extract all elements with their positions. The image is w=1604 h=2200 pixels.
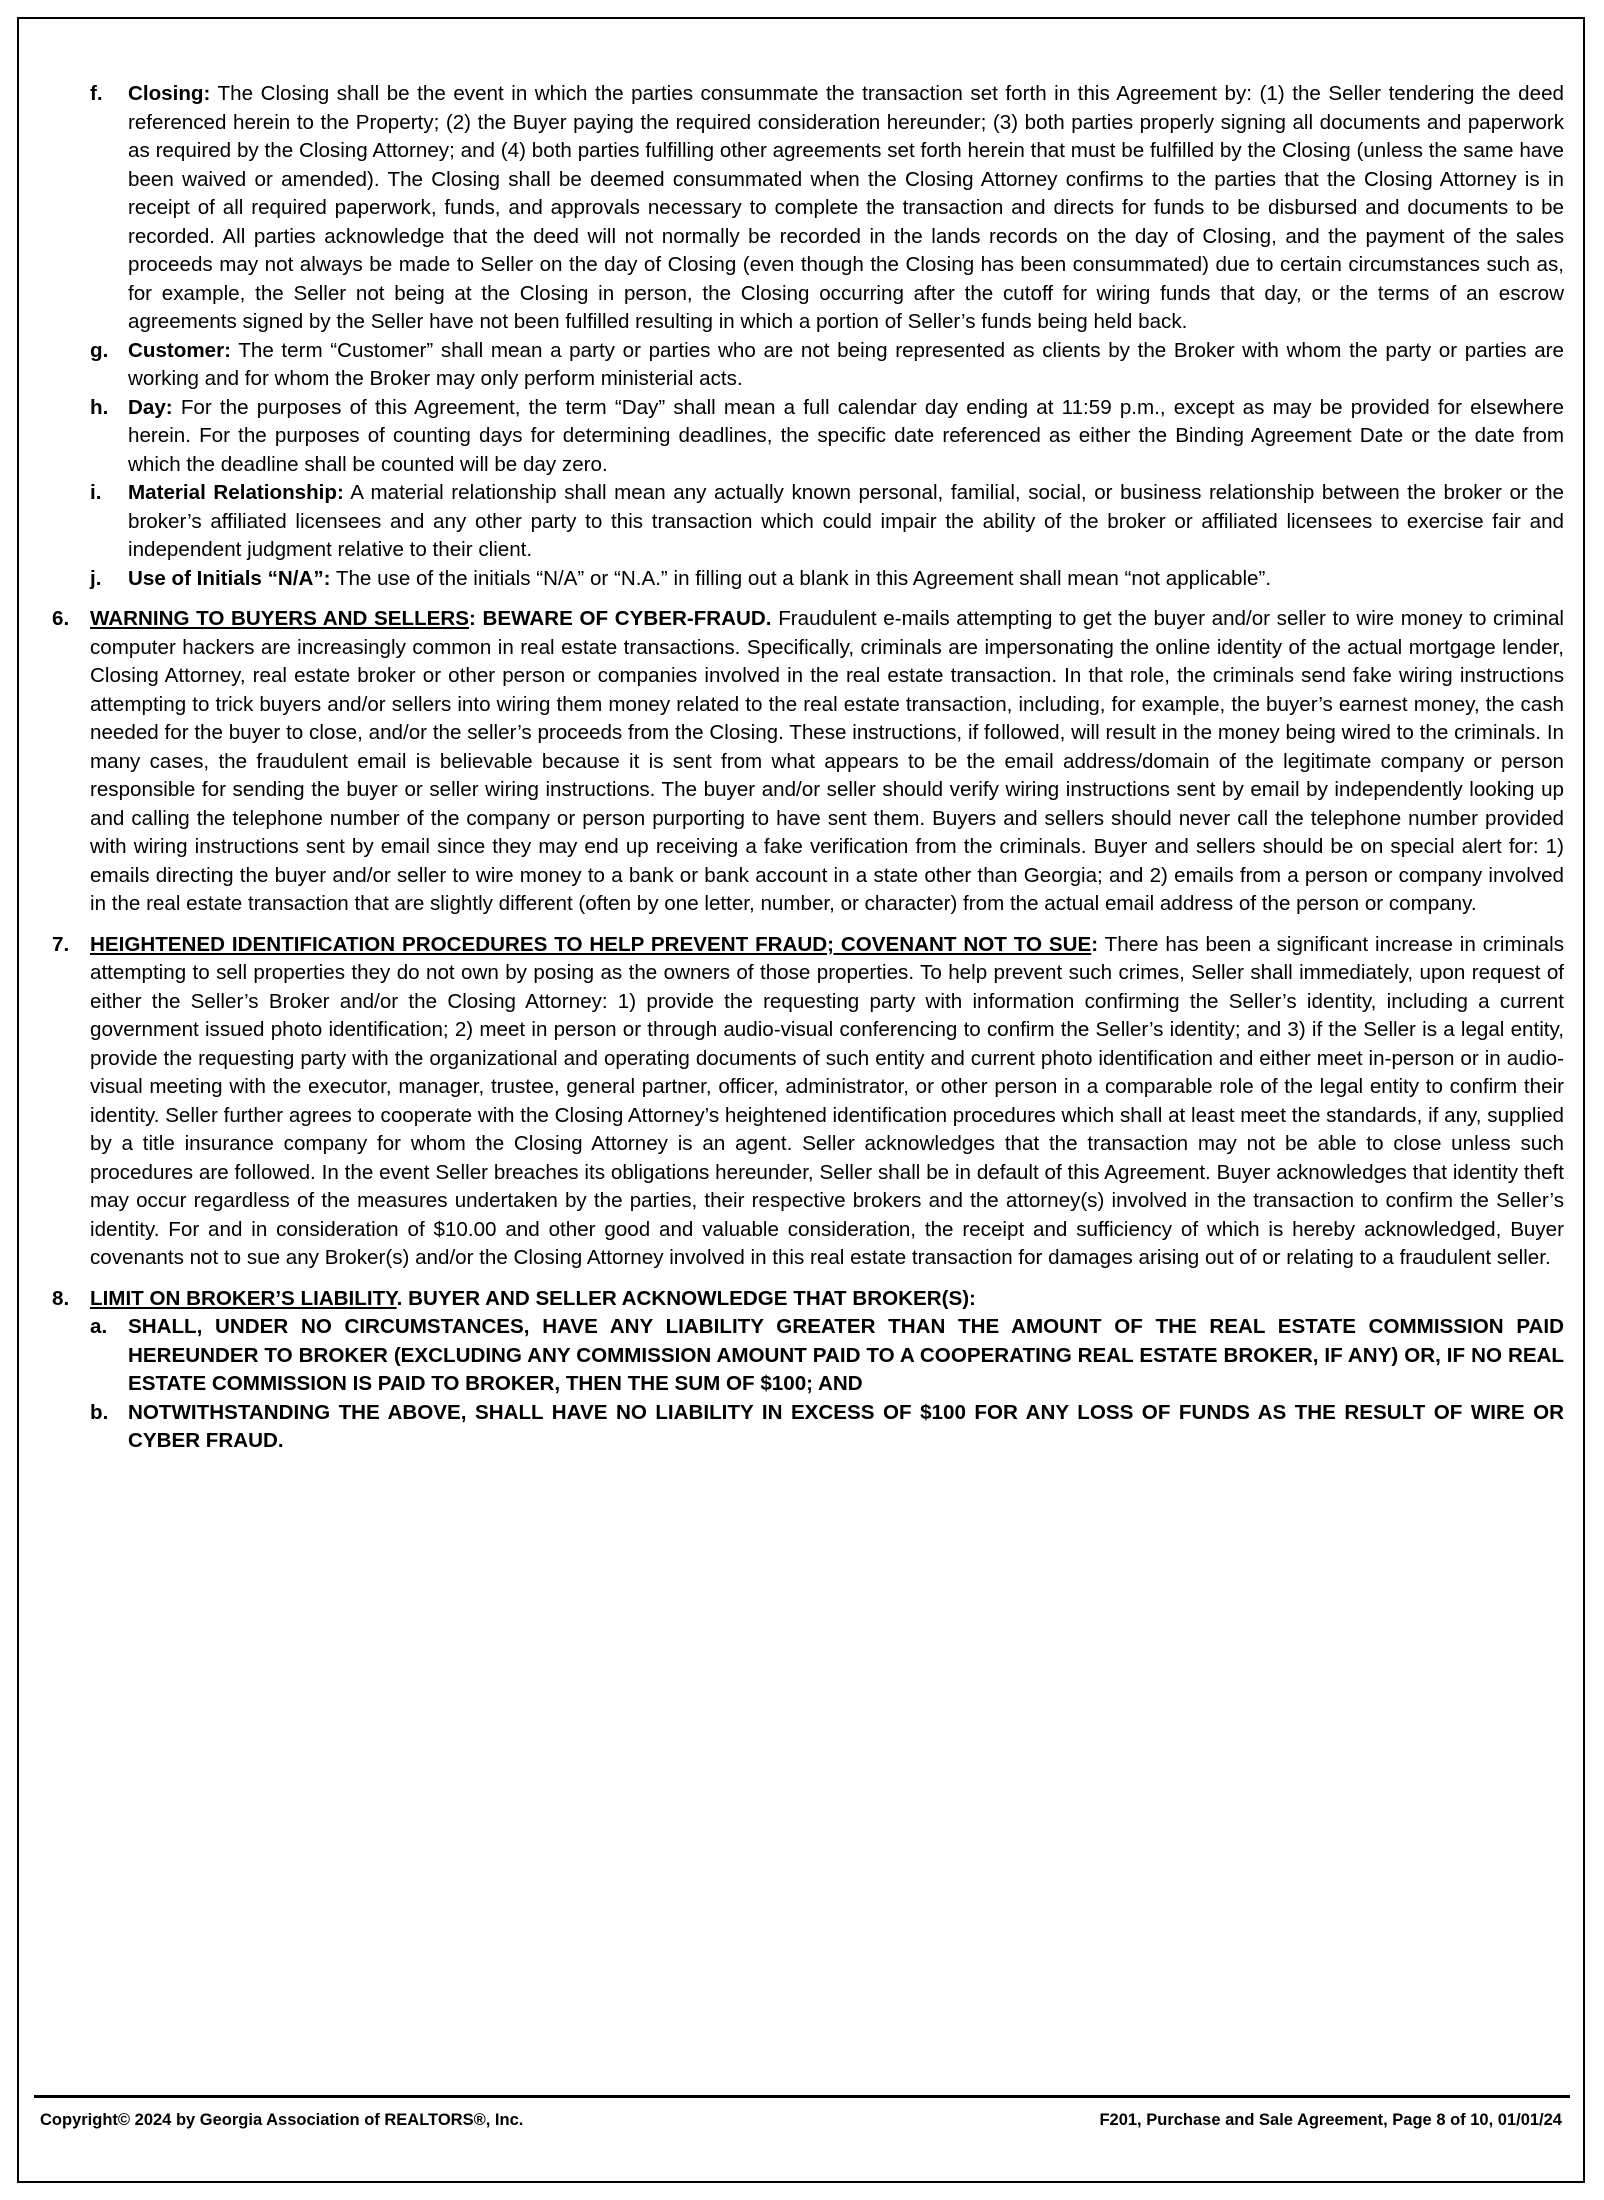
definition-term: Customer: [128,338,231,362]
definition-term: Material Relationship: [128,481,344,504]
definition-term: Use of Initials “N/A”: [128,566,331,590]
definition-day [52,394,1564,480]
item-marker: f. [90,82,103,105]
section-cyber-fraud [52,605,1564,919]
section-heading-rest: . BUYER AND SELLER ACKNOWLEDGE THAT BROKER(S): [396,1286,976,1310]
section-identification-procedures [52,931,1564,1273]
definition-text: The use of the initials “N/A” or “N.A.” in filling out a blank in this Agreement shall mean “not applicable”. [335,566,1272,590]
section-text: There has been a significant increase in criminals attempting to sell properties they do not own by posing as the owners of those properties. To help prevent such crimes, Seller shall immediately, upon request of either the Seller’s Broker and/or the Closing Attorney: 1) provide the requesting party with information confirming the Seller’s identity, including a current government issued photo identification; 2) meet in person or through audio-visual conferencing to confirm the Seller’s identity; and 3) if the Seller is a legal entity, provide the requesting party with the organizational and operating documents of such entity and current photo identification and either meet in-person or in audio-visual meeting with the executor, manager, trustee, general partner, officer, administrator, or other person in a comparable role of the legal entity to confirm their identity. Seller further agrees to cooperate with the Closing Attorney’s heightened identification procedures which shall at least meet the standards, if any, supplied by a title insurance company for whom the Closing Attorney is an agent. Seller acknowledges that the transaction may not be able to close unless such procedures are followed. In the event Seller breaches its obligations hereunder, Seller shall be in default of this Agreement. Buyer acknowledges that identity theft may occur regardless of the measures undertaken by the parties, their respective brokers and the attorney(s) involved in the transaction to confirm the Seller’s identity. For and in consideration of $10.00 and other good and valuable consideration, the receipt and sufficiency of which is hereby acknowledged, Buyer covenants not to sue any Broker(s) and/or the Closing Attorney involved in this real estate transaction for damages arising out of or relating to a fraudulent seller. [90,932,1564,1269]
item-marker: b. [90,1400,109,1424]
section-heading: WARNING TO BUYERS AND SELLERS [90,607,469,630]
section-heading: HEIGHTENED IDENTIFICATION PROCEDURES TO HELP PREVENT FRAUD; COVENANT NOT TO SUE [90,932,1092,956]
section-number: 8. [52,1286,70,1310]
item-marker: j. [90,566,102,590]
document-body [52,80,1564,1456]
section-heading-rest: : BEWARE OF CYBER-FRAUD. [469,607,772,630]
section-heading-rest: : [1091,932,1099,956]
liability-text: NOTWITHSTANDING THE ABOVE, SHALL HAVE NO LIABILITY IN EXCESS OF $100 FOR ANY LOSS OF FUNDS AS THE RESULT OF WIRE OR CYBER FRAUD. [128,1400,1564,1452]
definition-initials [52,565,1564,594]
form-page-info: F201, Purchase and Sale Agreement, Page 8 of 10, 01/01/24 [1099,2111,1562,2129]
section-broker-liability [52,1285,1564,1314]
definition-material-relationship [52,479,1564,565]
footer-rule [34,2095,1570,2098]
section-heading: LIMIT ON BROKER’S LIABILITY [90,1286,397,1310]
liability-item-b [52,1399,1564,1456]
definition-text: A material relationship shall mean any actually known personal, familial, social, or business relationship between the broker or the broker’s affiliated licensees and any other party to this transaction which could impair the ability of the broker or affiliated licensees to exercise fair and independent judgment relative to their client. [128,481,1564,561]
section-number: 7. [52,932,70,956]
section-text: Fraudulent e-mails attempting to get the buyer and/or seller to wire money to criminal computer hackers are increasingly common in real estate transactions. Specifically, criminals are impersonating the online identity of the actual mortgage lender, Closing Attorney, real estate broker or other person or companies involved in the real estate transaction. In that role, the criminals send fake wiring instructions attempting to trick buyers and/or sellers into wiring them money related to the real estate transaction, including, for example, the buyer’s earnest money, the cash needed for the buyer to close, and/or the seller’s proceeds from the Closing. These instructions, if followed, will result in the money being wired to the criminals. In many cases, the fraudulent email is believable because it is sent from what appears to be the email address/domain of the legitimate company or person responsible for sending the buyer or seller wiring instructions. The buyer and/or seller should verify wiring instructions sent by email by independently looking up and calling the telephone number of the company or person purporting to have sent them. Buyers and sellers should never call the telephone number provided with wiring instructions sent by email since they may end up receiving a fake verification from the criminals. Buyer and sellers should be on special alert for: 1) emails directing the buyer and/or seller to wire money to a bank or bank account in a state other than Georgia; and 2) emails from a person or company involved in the real estate transaction that are slightly different (often by one letter, number, or character) from the actual email address of the person or company. [90,607,1564,915]
definition-text: The Closing shall be the event in which the parties consummate the transaction set forth in this Agreement by: (1) the Seller tendering the deed referenced herein to the Property; (2) the Buyer paying the required consideration hereunder; (3) both parties properly signing all documents and paperwork as required by the Closing Attorney; and (4) both parties fulfilling other agreements set forth herein that must be fulfilled by the Closing (unless the same have been waived or amended). The Closing shall be deemed consummated when the Closing Attorney confirms to the parties that the Closing Attorney is in receipt of all required paperwork, funds, and approvals necessary to complete the transaction and directs for funds to be disbursed and documents to be recorded. All parties acknowledge that the deed will not normally be recorded in the lands records on the day of Closing, and the payment of the sales proceeds may not always be made to Seller on the day of Closing (even though the Closing has been consummated) due to certain circumstances such as, for example, the Seller not being at the Closing in person, the Closing occurring after the cutoff for wiring funds that day, or the terms of an escrow agreements signed by the Seller have not been fulfilled resulting in which a portion of Seller’s funds being held back. [128,82,1564,333]
definition-term: Day: [128,395,173,419]
definition-text: For the purposes of this Agreement, the term “Day” shall mean a full calendar day ending at 11:59 p.m., except as may be provided for elsewhere herein. For the purposes of counting days for determining deadlines, the specific date referenced as either the Binding Agreement Date or the date from which the deadline shall be counted will be day zero. [128,395,1564,476]
liability-text: SHALL, UNDER NO CIRCUMSTANCES, HAVE ANY LIABILITY GREATER THAN THE AMOUNT OF THE REAL ESTATE COMMISSION PAID HEREUNDER TO BROKER (EXCLUDING ANY COMMISSION AMOUNT PAID TO A COOPERATING REAL ESTATE BROKER, IF ANY) OR, IF NO REAL ESTATE COMMISSION IS PAID TO BROKER, THEN THE SUM OF $100; AND [128,1315,1564,1395]
liability-item-a [52,1313,1564,1399]
item-marker: h. [90,395,109,419]
item-marker: i. [90,481,102,504]
definition-closing [52,80,1564,337]
item-marker: a. [90,1315,108,1338]
definition-customer [52,337,1564,394]
section-number: 6. [52,607,70,630]
definition-text: The term “Customer” shall mean a party or parties who are not being represented as clients by the Broker with whom the party or parties are working and for whom the Broker may only perform ministerial acts. [128,338,1564,390]
item-marker: g. [90,338,109,362]
definition-term: Closing: [128,82,211,105]
copyright-notice: Copyright© 2024 by Georgia Association of REALTORS®, Inc. [40,2111,524,2129]
